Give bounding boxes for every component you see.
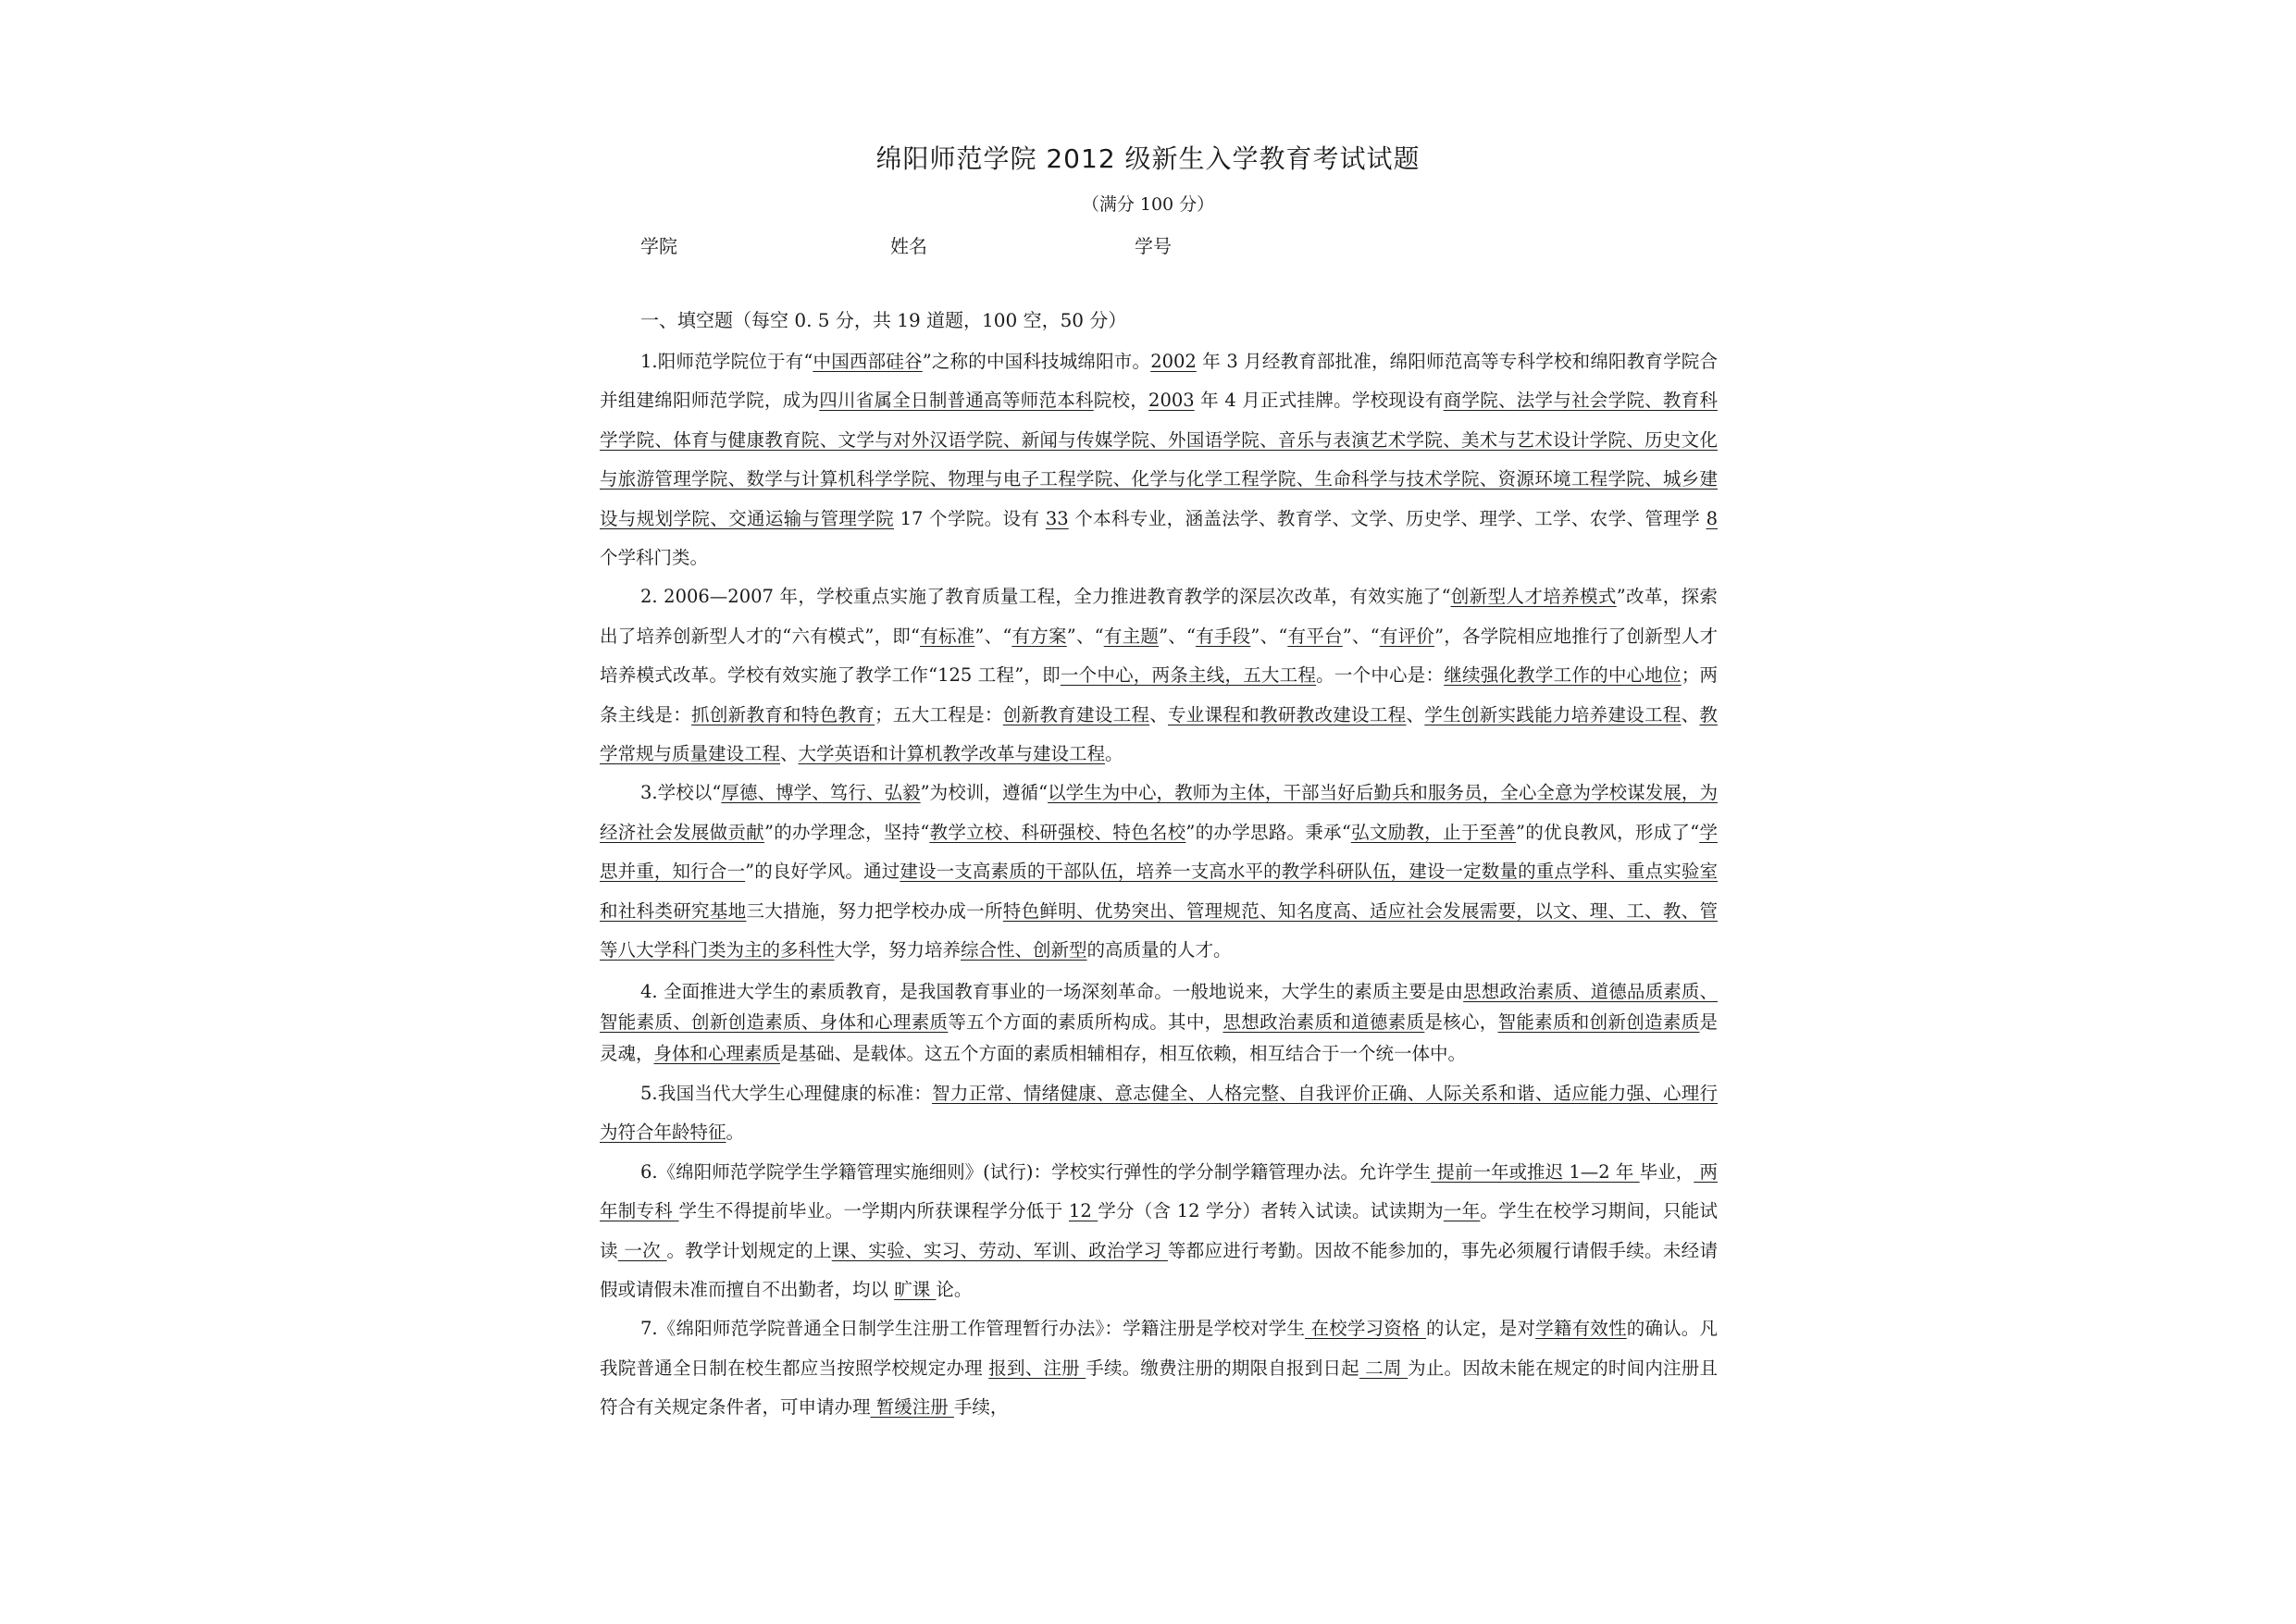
answer-blank: 学籍有效性	[1535, 1318, 1627, 1340]
question-text: 4. 全面推进大学生的素质教育，是我国教育事业的一场深刻革命。一般地说来，大学生的素质主要是由	[640, 980, 1464, 1002]
question-text: 论。	[936, 1279, 973, 1301]
question-paragraph	[600, 577, 1718, 774]
section-heading: 一、填空题（每空 0. 5 分，共 19 道题，100 空，50 分）	[640, 309, 1127, 331]
answer-blank: 综合性、创新型	[961, 939, 1087, 961]
question-text: 。一个中心是：	[1316, 664, 1445, 687]
question-text: 17 个学院。设有	[894, 507, 1046, 529]
question-paragraph	[600, 976, 1718, 1070]
answer-blank: 提前一年或推迟 1—2 年	[1436, 1160, 1640, 1183]
answer-blank: 一年	[1443, 1200, 1481, 1222]
answer-blank: 二周	[1359, 1357, 1409, 1379]
question-text: ；两条主线是：	[600, 664, 1718, 725]
answer-blank: 有标准	[920, 625, 975, 647]
answer-blank: 四川省属全日制普通高等师范本科	[819, 390, 1094, 412]
answer-blank: 教学立校、科研强校、特色名校	[929, 821, 1186, 843]
student-id-label: 学号	[1135, 235, 1172, 257]
question-text: 年 4 月正式挂牌。学校现设有	[1194, 390, 1444, 412]
question-text: 院校，	[1093, 390, 1149, 412]
answer-blank: 大学英语和计算机教学改革与建设工程	[798, 743, 1106, 765]
question-text: ”的优良教风，形成了“	[1516, 821, 1700, 843]
question-text: 学生不得提前毕业。一学期内所获课程学分低于	[678, 1200, 1069, 1222]
question-text: 手续。缴费注册的期限自报到日起	[1086, 1357, 1359, 1379]
question-text: ”之称的中国科技城绵阳市。	[922, 351, 1151, 372]
question-paragraph	[600, 1074, 1718, 1153]
question-paragraph	[600, 1309, 1718, 1427]
question-text: ；五大工程是：	[875, 703, 1003, 725]
question-text: ”、“	[1066, 625, 1104, 647]
question-text: 手续，	[953, 1396, 1009, 1419]
question-text: 1.阳师范学院位于有“	[640, 351, 813, 372]
question-text: 的高质量的人才。	[1086, 939, 1232, 961]
question-text: ”、“	[974, 625, 1012, 647]
question-text: 三大措施，努力把学校办成一所	[746, 899, 1003, 922]
question-text: 。	[726, 1122, 745, 1144]
question-text: 2. 2006—2007 年，学校重点实施了教育质量工程，全力推进教育教学的深层次改革，有效实施了“	[640, 586, 1451, 608]
answer-blank: 商学院、法学与社会学院、教育科学学院、体育与健康教育院、文学与对外汉语学院、新闻与传媒学院、外国语学院、音乐与表演艺术学院、美术与艺术设计学院、历史文化与旅游管理学院、数学与计算机科学学院、物理与电子工程学院、化学与化学工程学院、生命科学与技术学院、资源环境工程学院、城乡建设与规划学院、交通运输与管理学院	[600, 390, 1718, 529]
question-text: 为止。因故未能在规定的时间内注册且符合有关规定条件者，可申请办理	[600, 1357, 1718, 1419]
question-text: 、	[1149, 703, 1168, 725]
question-text: ”为校训，遵循“	[920, 782, 1049, 804]
answer-blank: 两年制专科	[600, 1160, 1718, 1222]
question-text: 3.学校以“	[640, 782, 722, 804]
question-text: 6.《绵阳师范学院学生学籍管理实施细则》(试行)：学校实行弹性的学分制学籍管理办法。允许学生	[640, 1160, 1432, 1183]
answer-blank: 智能素质和创新创造素质	[1497, 1011, 1700, 1033]
answer-blank: 智力正常、情绪健康、意志健全、人格完整、自我评价正确、人际关系和谐、适应能力强、心理行为符合年龄特征	[600, 1083, 1718, 1144]
question-text: ”的良好学风。通过	[745, 861, 900, 883]
question-text: ”、“	[1159, 625, 1196, 647]
question-text: ”、“	[1250, 625, 1288, 647]
college-label: 学院	[640, 235, 677, 257]
answer-blank: 弘文励教，止于至善	[1350, 821, 1517, 843]
question-text: 个学科门类。	[600, 547, 709, 569]
answer-blank: 旷课	[894, 1279, 937, 1301]
answer-blank: 以学生为中心，教师为主体，干部当好后勤兵和服务员，全心全意为学校谋发展，为经济社会发展做贡献	[600, 782, 1718, 843]
question-text: 年 3 月经教育部批准，绵阳师范高等专科学校和绵阳教育学院合并组建绵阳师范学院，成为	[600, 351, 1718, 412]
question-paragraph	[600, 342, 1718, 577]
answer-blank: 一次	[617, 1239, 667, 1261]
answer-blank: 有评价	[1379, 625, 1435, 647]
question-text: ”的办学理念，坚持“	[763, 821, 930, 843]
document-title: 绵阳师范学院 2012 级新生入学教育考试试题	[875, 143, 1421, 174]
question-list	[600, 342, 1718, 1428]
answer-blank: 厚德、博学、笃行、弘毅	[721, 782, 921, 804]
answer-blank: 创新教育建设工程	[1002, 703, 1150, 725]
question-text: 毕业，	[1639, 1160, 1694, 1183]
question-text: 等五个方面的素质所构成。其中，	[948, 1011, 1223, 1033]
answer-blank: 学生创新实践能力培养建设工程	[1424, 703, 1682, 725]
question-paragraph	[600, 1153, 1718, 1310]
question-text: 是灵魂，	[600, 1011, 1718, 1064]
answer-blank: 2003	[1148, 390, 1195, 412]
answer-blank: 有手段	[1195, 625, 1251, 647]
question-text: 的认定，是对	[1426, 1318, 1536, 1340]
document-subtitle: （满分 100 分）	[1081, 194, 1215, 215]
question-text: 学分（含 12 学分）者转入试读。试读期为	[1098, 1200, 1444, 1222]
answer-blank: 建设一支高素质的干部队伍，培养一支高水平的教学科研队伍，建设一定数量的重点学科、重点实验室和社科类研究基地	[600, 861, 1718, 922]
answer-blank: 2002	[1150, 351, 1197, 372]
answer-blank: 中国西部硅谷	[813, 351, 923, 372]
answer-blank: 抓创新教育和特色教育	[691, 703, 875, 725]
answer-blank: 在校学习资格	[1305, 1318, 1427, 1340]
question-text: 等都应进行考勤。因故不能参加的，事先必须履行请假手续。未经请假或请假未准而擅自不出勤者，均以	[600, 1239, 1718, 1301]
answer-blank: 报到、注册	[988, 1357, 1086, 1379]
question-text: 5.我国当代大学生心理健康的标准：	[640, 1083, 933, 1104]
question-text: 、	[1406, 703, 1425, 725]
answer-blank: 12	[1068, 1200, 1098, 1222]
question-text: 7.《绵阳师范学院普通全日制学生注册工作管理暂行办法》：学籍注册是学校对学生	[640, 1318, 1306, 1340]
answer-blank: 有平台	[1287, 625, 1343, 647]
answer-blank: 身体和心理素质	[653, 1042, 781, 1064]
question-text: ”，各学院相应地推行了创新型人才培养模式改革。学校有效实施了教学工作“125 工程”，即	[600, 625, 1718, 687]
answer-blank: 教学常规与质量建设工程	[600, 703, 1718, 765]
answer-blank: 特色鲜明、优势突出、管理规范、知名度高、适应社会发展需要，以文、理、工、教、管等八大学科门类为主的多科性	[600, 899, 1718, 961]
question-text: ”的办学思路。秉承“	[1185, 821, 1351, 843]
question-text: 。	[1105, 743, 1123, 765]
question-text: 、	[1681, 703, 1700, 725]
name-label: 姓名	[890, 235, 927, 257]
question-text: 。教学计划规定的上	[666, 1239, 832, 1261]
answer-blank: 思想政治素质和道德素质	[1222, 1011, 1425, 1033]
question-text: 。学生在校学习期间，只能试读	[600, 1200, 1718, 1261]
answer-blank: 暂缓注册	[870, 1396, 954, 1419]
answer-blank: 课、实验、实习、劳动、军训、政治学习	[831, 1239, 1168, 1261]
question-text: 大学，努力培养	[834, 939, 962, 961]
answer-blank: 有方案	[1011, 625, 1067, 647]
question-text: 个本科专业，涵盖法学、教育学、文学、历史学、理学、工学、农学、管理学	[1068, 507, 1706, 529]
answer-blank: 专业课程和教研教改建设工程	[1168, 703, 1407, 725]
answer-blank: 学思并重，知行合一	[600, 821, 1718, 883]
question-text: 是基础、是载体。这五个方面的素质相辅相存，相互依赖，相互结合于一个统一体中。	[780, 1042, 1467, 1064]
answer-blank: 33	[1045, 507, 1069, 529]
question-text: 的确认。凡我院普通全日制在校生都应当按照学校规定办理	[600, 1318, 1718, 1379]
question-text: 是核心，	[1424, 1011, 1498, 1033]
answer-blank: 创新型人才培养模式	[1450, 586, 1617, 608]
question-paragraph	[600, 774, 1718, 970]
answer-blank: 有主题	[1103, 625, 1160, 647]
question-text: ”改革，探索出了培养创新型人才的“六有模式”，即“	[600, 586, 1718, 647]
answer-blank: 思想政治素质、道德品质素质、智能素质、创新创造素质、身体和心理素质	[600, 980, 1718, 1033]
question-text: ”、“	[1342, 625, 1380, 647]
answer-blank: 8	[1706, 507, 1718, 529]
answer-blank: 继续强化教学工作的中心地位	[1444, 664, 1682, 687]
question-text: 、	[780, 743, 799, 765]
answer-blank: 一个中心，两条主线，五大工程	[1060, 664, 1317, 687]
